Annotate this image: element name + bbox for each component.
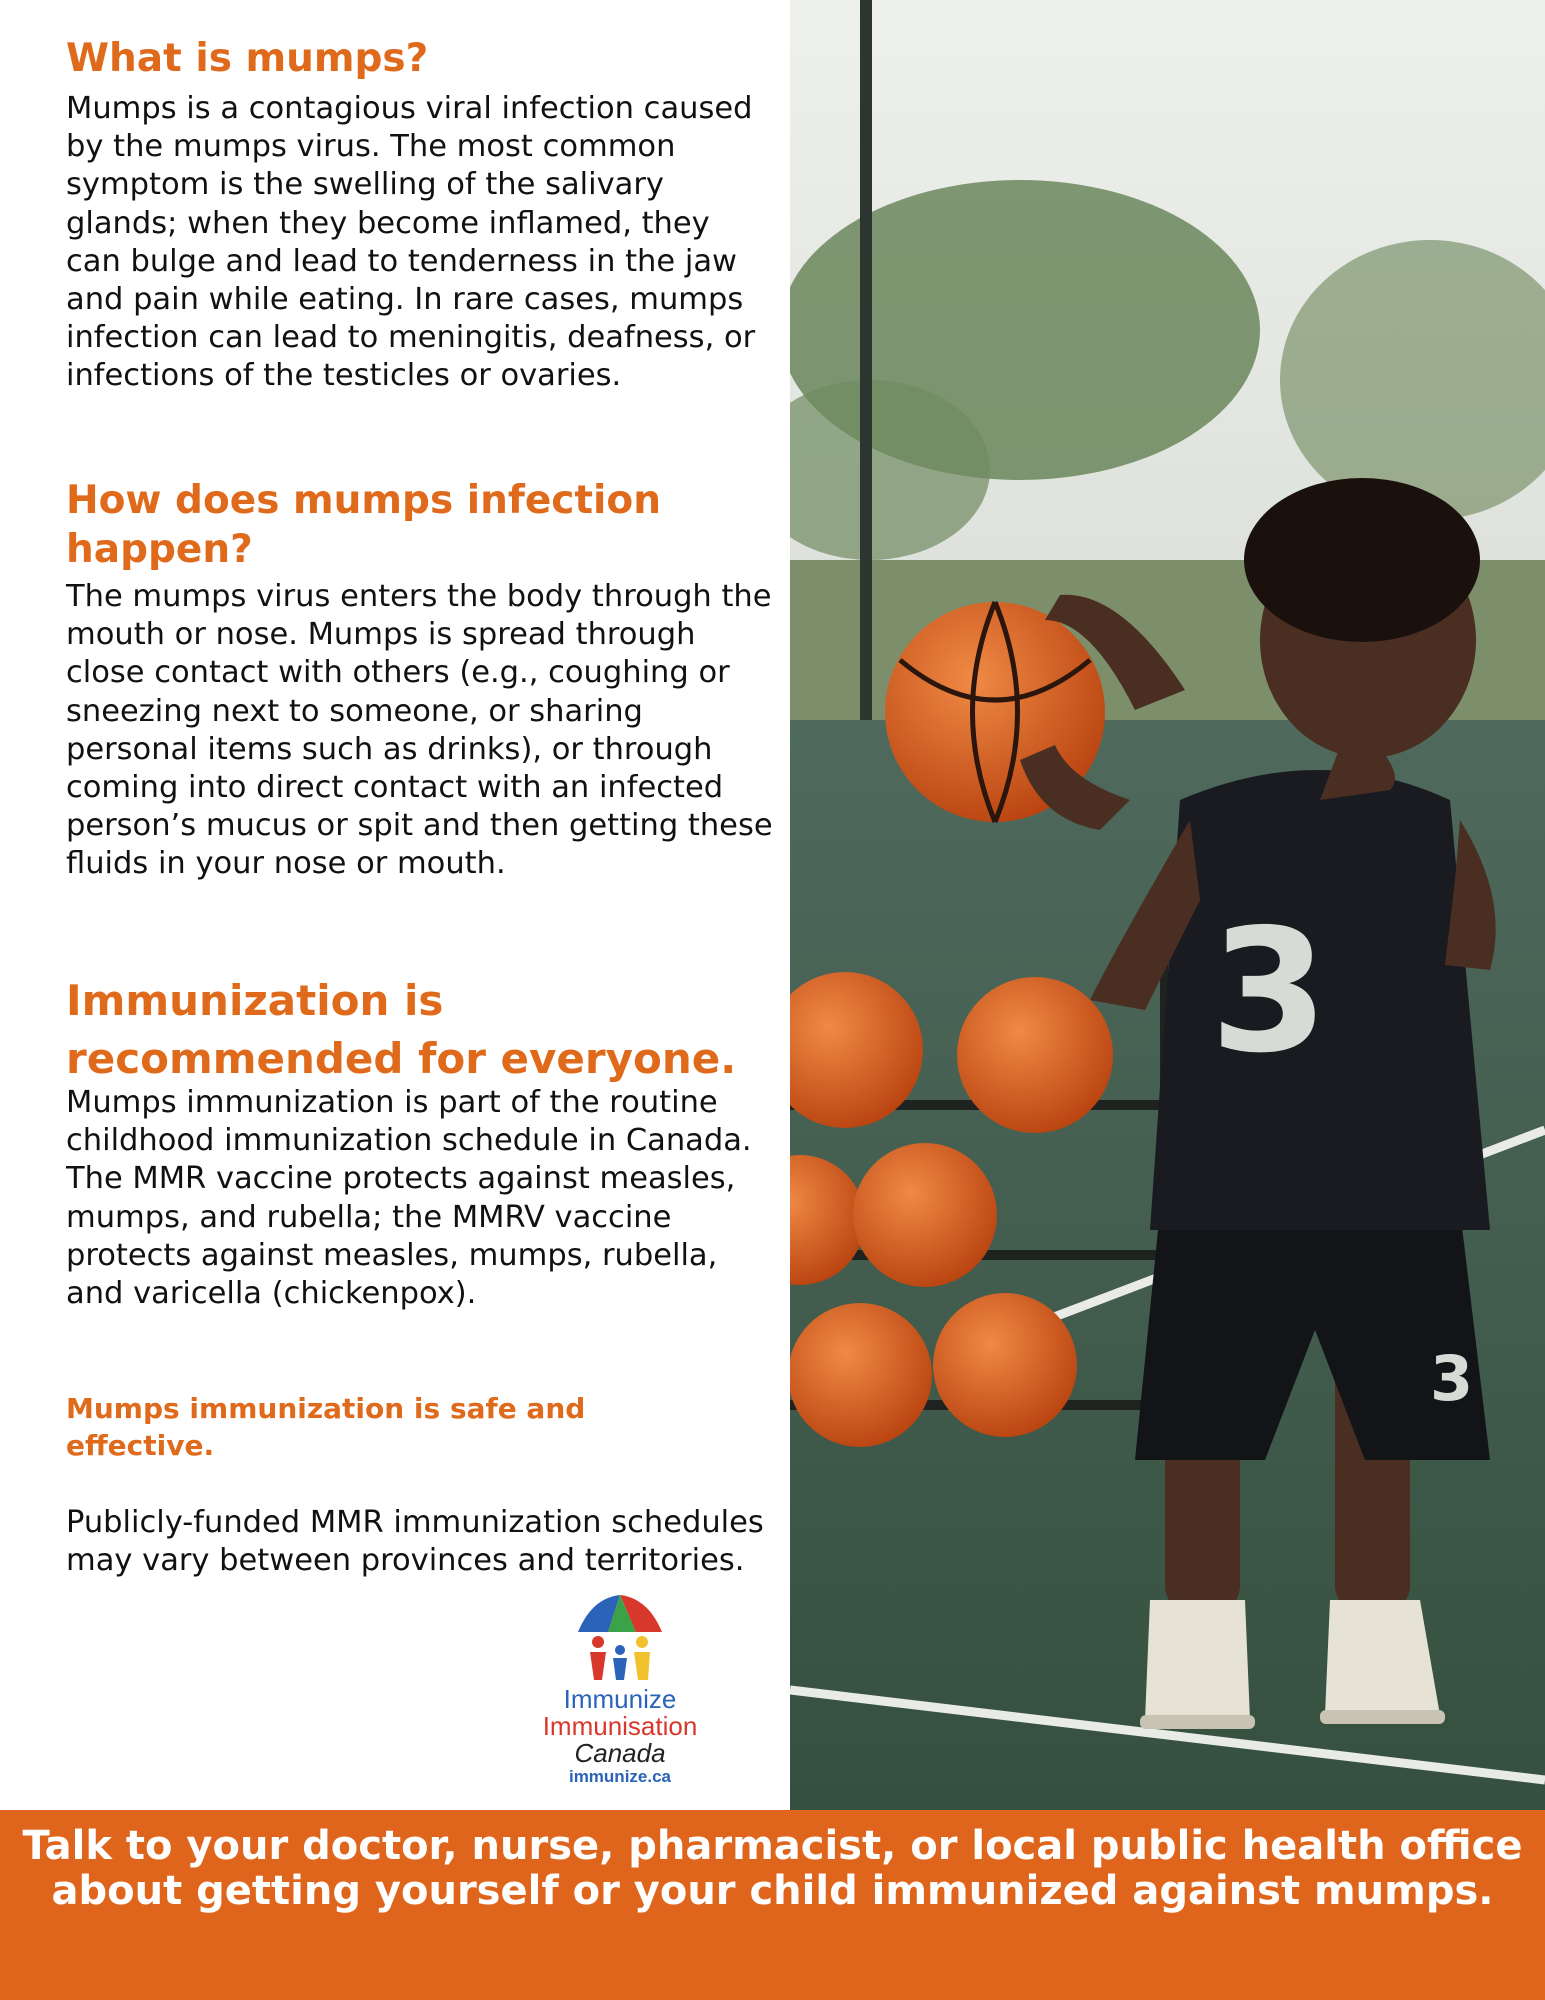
footer-call-to-action bbox=[0, 1810, 1545, 2000]
jersey-number: 3 bbox=[1210, 893, 1329, 1091]
heading-what-is-mumps: What is mumps? bbox=[66, 36, 429, 81]
paragraph-schedules-vary: Publicly-funded MMR immunization schedules may vary between provinces and territories. bbox=[66, 1505, 764, 1579]
logo-word-immunize: Immunize bbox=[563, 1684, 677, 1714]
article-column bbox=[0, 0, 790, 1810]
footer-message: Talk to your doctor, nurse, pharmacist, or local public health office about getting yourself or your child immunized against mumps. bbox=[22, 1823, 1523, 1914]
umbrella-family-icon bbox=[570, 1592, 670, 1682]
logo-word-immunisation: Immunisation bbox=[542, 1711, 698, 1741]
logo-url: immunize.ca bbox=[568, 1767, 672, 1786]
logo-word-canada: Canada bbox=[574, 1738, 666, 1768]
paragraph-how-infection-happens: The mumps virus enters the body through the mouth or nose. Mumps is spread through close contact with others (e.g., coughing or sneezing next to someone, or sharing personal items such as drinks), or through coming into direct contact with an infected person’s mucus or spit and then getting these fluids in your nose or mouth. bbox=[66, 579, 773, 882]
shorts-number: 3 bbox=[1430, 1342, 1474, 1415]
immunize-canada-logo bbox=[520, 1592, 720, 1802]
photo-child-with-basketball bbox=[790, 0, 1545, 1810]
paragraph-immunization: Mumps immunization is part of the routine childhood immunization schedule in Canada. The MMR vaccine protects against measles, mumps, and rubella; the MMRV vaccine protects against measles, mumps, rubella, and varicella (chickenpox). bbox=[66, 1085, 752, 1312]
subheading-safe-effective: Mumps immunization is safe and effective. bbox=[66, 1392, 586, 1462]
heading-immunization-recommended: Immunization is recommended for everyone. bbox=[66, 976, 737, 1083]
heading-how-infection-happens: How does mumps infection happen? bbox=[66, 478, 661, 572]
paragraph-what-is-mumps: Mumps is a contagious viral infection caused by the mumps virus. The most common symptom is the swelling of the salivary glands; when they become inflamed, they can bulge and lead to tenderness in the jaw and pain while eating. In rare cases, mumps infection can lead to meningitis, deafness, or infections of the testicles or ovaries. bbox=[66, 91, 756, 394]
